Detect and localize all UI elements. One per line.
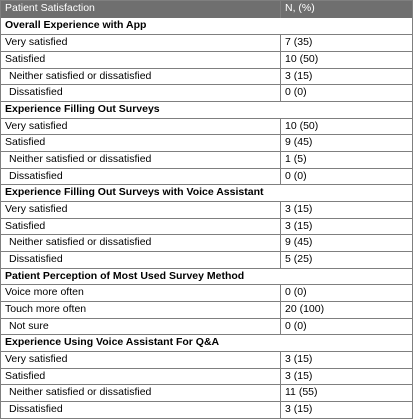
table-row [1,51,412,68]
response-label: Satisfied [1,219,281,235]
response-label: Very satisfied [1,202,281,218]
response-count: 3 (15) [285,69,313,82]
table-row [1,34,412,51]
header-patient-satisfaction: Patient Satisfaction [1,1,281,18]
table-row [1,118,412,135]
response-label: Neither satisfied or dissatisfied [1,385,281,401]
response-label: Very satisfied [1,119,281,135]
table-row [1,318,412,335]
response-label: Neither satisfied or dissatisfied [1,235,281,251]
response-count: 10 (50) [285,53,319,66]
response-label: Very satisfied [1,35,281,51]
response-count: 3 (15) [285,353,313,366]
section-title: Patient Perception of Most Used Survey Method [5,269,245,282]
section-value [281,185,412,201]
section-row [1,334,412,351]
response-label: Neither satisfied or dissatisfied [1,152,281,168]
table-row [1,168,412,185]
response-count: 9 (45) [285,136,313,149]
table-row [1,351,412,368]
table-row [1,284,412,301]
section-value [281,18,412,35]
response-count: 11 (55) [285,386,318,399]
section-value [281,269,412,285]
section-row [1,18,412,35]
table-row [1,384,412,401]
response-count: 7 (35) [285,36,313,49]
response-label: Dissatisfied [1,85,281,101]
response-count: 20 (100) [285,303,325,316]
response-label: Not sure [1,319,281,335]
table-row [1,218,412,235]
response-count: 3 (15) [285,203,313,216]
section-title: Overall Experience with App [5,18,147,31]
table-body [1,18,412,418]
response-count: 1 (5) [285,153,307,166]
section-title: Experience Using Voice Assistant For Q&A [5,336,220,349]
table-row [1,68,412,85]
response-label: Satisfied [1,369,281,385]
section-value [281,102,412,118]
response-label: Neither satisfied or dissatisfied [1,69,281,85]
table-row [1,234,412,251]
table-row [1,401,412,418]
response-count: 9 (45) [285,236,313,249]
response-count: 0 (0) [285,286,307,299]
response-label: Dissatisfied [1,169,281,185]
table-row [1,84,412,101]
table-row [1,368,412,385]
response-label: Very satisfied [1,352,281,368]
response-label: Satisfied [1,135,281,151]
table-row [1,134,412,151]
response-count: 5 (25) [285,253,313,266]
table-row [1,301,412,318]
response-count: 3 (15) [285,369,313,382]
table-row [1,151,412,168]
response-label: Voice more often [1,285,281,301]
section-row [1,184,412,201]
response-label: Satisfied [1,52,281,68]
response-label: Dissatisfied [1,252,281,268]
section-title: Experience Filling Out Surveys with Voice Assistant [5,186,264,199]
response-count: 10 (50) [285,119,319,132]
section-title: Experience Filling Out Surveys [5,103,160,116]
table-row [1,201,412,218]
response-count: 3 (15) [285,403,313,416]
header-n-percent: N, (%) [285,2,315,14]
response-count: 0 (0) [285,319,307,332]
response-count: 0 (0) [285,86,307,99]
response-count: 0 (0) [285,169,307,182]
table-row [1,251,412,268]
section-row [1,268,412,285]
section-row [1,101,412,118]
response-label: Dissatisfied [1,402,281,418]
response-label: Touch more often [1,302,281,318]
section-value [281,335,412,351]
table-header-row [1,1,412,18]
response-count: 3 (15) [285,219,313,232]
